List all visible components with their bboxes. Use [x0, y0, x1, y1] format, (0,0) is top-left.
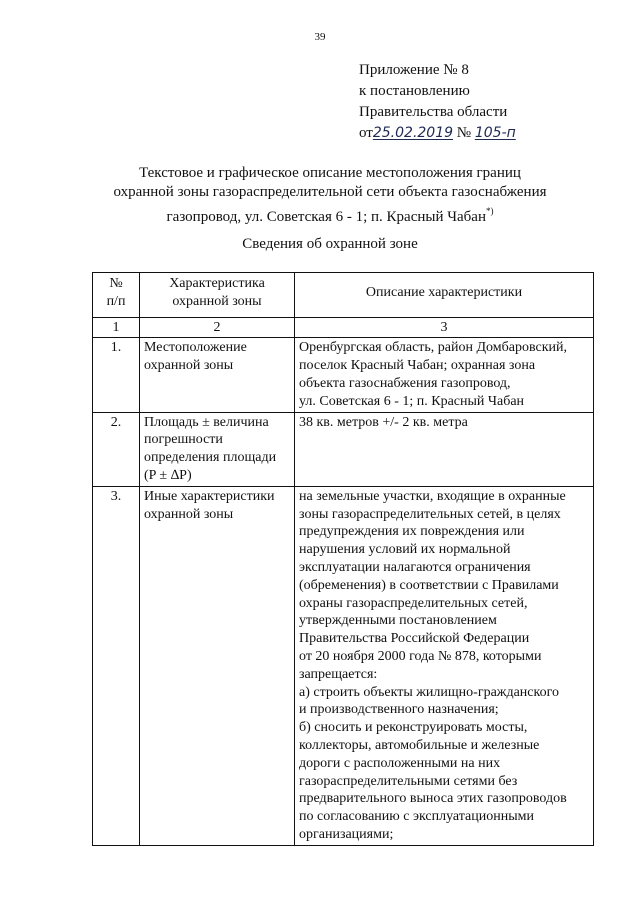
column-number-row	[93, 317, 594, 338]
date-prefix: от	[359, 125, 373, 141]
column-number-3: 3	[295, 317, 594, 338]
handwritten-date: 25.02.2019	[372, 125, 454, 141]
zone-table	[92, 272, 594, 846]
appendix-header	[359, 60, 516, 144]
table-row	[93, 338, 594, 412]
header-number: № п/п	[93, 273, 140, 318]
row-number: 3.	[93, 486, 140, 845]
column-number-2: 2	[140, 317, 295, 338]
title-line-3-text: газопровод, ул. Советская 6 - 1; п. Красный Чабан	[166, 209, 486, 225]
row-characteristic: Иные характеристики охранной зоны	[140, 486, 295, 845]
appendix-title: Приложение № 8	[359, 62, 469, 78]
appendix-government: Правительства области	[359, 104, 508, 120]
table-header-row	[93, 273, 594, 318]
footnote-mark: *)	[485, 206, 494, 216]
section-subtitle: Сведения об охранной зоне	[242, 236, 418, 252]
number-sign: №	[456, 125, 472, 141]
row-characteristic: Площадь ± величина погрешности определения площади (P ± ∆P)	[140, 412, 295, 486]
row-description: 38 кв. метров +/- 2 кв. метра	[295, 412, 594, 486]
title-line-2: охранной зоны газораспределительной сети объекта газоснабжения	[113, 184, 547, 200]
title-line-1: Текстовое и графическое описание местоположения границ	[139, 165, 521, 181]
table-row	[93, 412, 594, 486]
row-number: 2.	[93, 412, 140, 486]
row-characteristic: Местоположение охранной зоны	[140, 338, 295, 412]
column-number-1: 1	[93, 317, 140, 338]
appendix-resolution: к постановлению	[359, 83, 470, 99]
header-characteristic: Характеристика охранной зоны	[140, 273, 295, 318]
handwritten-number: 105-п	[474, 125, 516, 141]
document-title	[60, 164, 600, 227]
page-number: 39	[314, 31, 326, 43]
row-description: на земельные участки, входящие в охранные зоны газораспределительных сетей, в целях предупреждения их повреждения или нарушения условий их нормальной эксплуатации налагаются ограничения (обременения) в соответствии с Правилами охраны газораспределительных сетей, утвержденными постановлением Правительства Российской Федерации от 20 ноября 2000 года № 878, которыми запрещается: а) строить объекты жилищно-гражданского и производственного назначения; б) сносить и реконструировать мосты, коллекторы, автомобильные и железные дороги с расположенными на них газораспределительными сетями без предварительного выноса этих газопроводов по согласованию с эксплуатационными организациями;	[295, 486, 594, 845]
appendix-date-line	[359, 123, 516, 144]
table-row	[93, 486, 594, 845]
title-line-3	[60, 202, 600, 227]
header-description: Описание характеристики	[295, 273, 594, 318]
row-description: Оренбургская область, район Домбаровский, поселок Красный Чабан; охранная зона объекта газоснабжения газопровод, ул. Советская 6 - 1; п. Красный Чабан	[295, 338, 594, 412]
row-number: 1.	[93, 338, 140, 412]
